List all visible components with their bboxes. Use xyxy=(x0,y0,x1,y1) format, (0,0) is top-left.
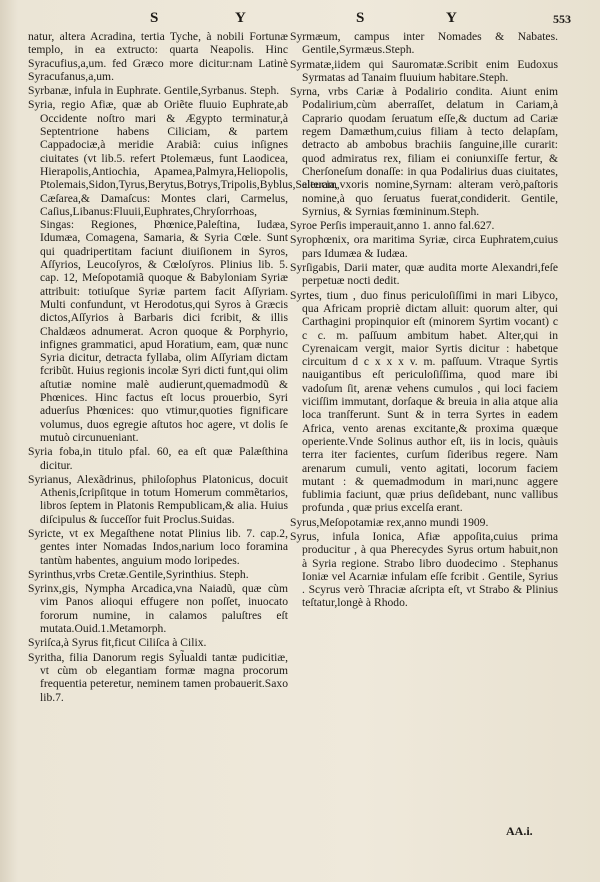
entry-text: Syrna, vrbs Cariæ à Podalirio condita. Aiunt enim Podalirium,cùm aberraſſet, delatum in Cariam,à Caprario quodam ſeruatum eſſe,& ductum ad Cariæ regem Damæthum,cuius filiam à tecto delapſam, detracto ab ambobus brachiis ſanguine,ille curarit: quod admiratus rex, filiam ei coniunxiſſe fertur, & Cherſoneſum donaſſe: in qua Podalirius duas ciuitates, alteram,vxoris nomine,Syrnam: alteram verò,paſtoris nomine,à quo ſeruatus fuerat,condiderit. Gentile, Syrnius, & Syrnias fœmininum.Steph. xyxy=(290,85,558,218)
left-column xyxy=(28,30,338,705)
entry-text: Syroe Perſis imperauit,anno 1. anno fal.627. xyxy=(290,219,495,233)
entry-text: Syrinx,gis, Nympha Arcadica,vna Naiadũ, quæ cùm vim Panos alioqui effugere non poſſet, inuocato fororum numine, in calamos paluſtres eſt mutata.Ouid.1.Metamorph. xyxy=(28,582,288,636)
entry-text: Syrmæum, campus inter Nomades & Nabates. Gentile,Syrmæus.Steph. xyxy=(290,30,558,57)
entry-text: natur, altera Acradina, tertia Tyche, à nobili Fortunæ templo, in ea extructo: quarta Neapolis. Hinc Syracufius,a,um. fed Græco more dicitur:nam Latinè Syracufanus,a,um. xyxy=(28,30,288,83)
right-column xyxy=(290,30,558,611)
entry-text: Syrſigabis, Darii mater, quæ audita morte Alexandri,feſe perpetuæ nocti dedit. xyxy=(290,261,558,288)
entry-text: Syritha, filia Danorum regis Syl̃ualdi tantæ pudicitiæ, vt cùm ob elegantiam formæ magna procorum frequentia peteretur, neminem tamen probauerit.Saxo lib.7. xyxy=(28,650,288,704)
entry-text: Syrianus, Alexãdrinus, philoſophus Platonicus, docuit Athenis,ſcripſitque in totum Homerum commẽtarios, libros ſeptem in Platonis Rempublicam,& alia. Huius diſcipulus & ſucceſſor fuit Proclus.Suidas. xyxy=(28,472,288,526)
entry-text: Syricte, vt ex Megaſthene notat Plinius lib. 7. cap.2, gentes inter Nomadas Indos,narium loco foramina tantùm habentes, anguium modo loripedes. xyxy=(28,526,288,567)
entry-text: Syrmatæ,iidem qui Sauromatæ.Scribit enim Eudoxus Syrmatas ad Tanaim fluuium habitare.Steph. xyxy=(290,57,558,84)
header-right-letter-1: S xyxy=(356,10,367,26)
header-right-letter-2: Y xyxy=(446,10,459,26)
signature-mark: AA.i. xyxy=(506,824,533,838)
entry-text: Syrinthus,vrbs Cretæ.Gentile,Syrinthius. Steph. xyxy=(28,567,249,581)
entry-text: Syrtes, tium , duo finus periculoſiſſimi in mari Libyco, qua Africam propriè dictam alluit: quorum alter, qui Carthagini propinquior eſt (minorem Syrtim vocant) c c c. m. paſſuum ambitum habet. Alter,qui in Cyrenaicam vergit, maior Syrtis dicitur : habetque circuitum d c x x x v. m. paſſuum. Vtraque Syrtis nauigantibus eſt periculoſiſſima, quod mare ibi vadoſum ſit, arenæ vehens cumulos , qui loci faciem viciſſim immutant, dorſaque & breuia in alia atque alia loca tranſferunt. Sunt & in terra Syrtes in eadem Africa, vento arenas excitante,& proxima quæque operiente.Vnde Solinus author eſt, iis in locis, quàuis terra iter facientes, curſum ſideribus regere. Nam arenarum cumuli, vento agitati, locorum faciem mutant : & quemadmodum in mari,nunc aggere fublimia faciunt, quæ prius deſidebant, nunc vallibus profunda , quæ prius excelſa erant. xyxy=(290,288,558,515)
entry-text: Syriſca,à Syrus fit,ficut Ciliſca à Cilix. xyxy=(28,636,207,650)
header-left-letter-1: S xyxy=(150,10,161,26)
header-left-letter-2: Y xyxy=(235,10,248,26)
entry-text: Syria, regio Afiæ, quæ ab Oriẽte fluuio Euphrate,ab Occidente noſtro mari & Ægypto terminatur,à Septentrione habens Ciliciam, & partem Cappadociæ,à meridie Arabiã: cuius inſignes ciuitates (vt lib.5. refert Ptolemæus, funt Laodicea, Hierapolis,Antiochia, Apamea,Palmyra,Heliopolis, Ptolemais,Sidon,Tyrus,Berytus,Botrys,Tripolis,Byblus,Seleucia, Cæſarea,& Damaſcus: Montes clari, Carmelus, Caſius,Libanus:Fluuii,Euphrates,Chryſorrhoas, Singas: Regiones, Phœnice,Paleſtina, Iudæa, Idumæa, Comagena, Samaria, & Syria Cœle. Sunt qui quadripertitam faciunt diuiſionem in Syros, Aſſyrios, Leucoſyros, & Cœloſyros. Plinius lib. 5. cap. 12, Meſopotamiã quoque & Babyloniam Syriæ attribuit: totiuſque Syriæ partem facit Aſſyriam. Multi confundunt, vt Herodotus,qui Syros à Græcis dictos,Aſſyrios à Barbaris dici fcribit, & illis Chaldæos adnumerat. Acron quoque & Porphyrio, infignes grammatici, apud Horatium, eam, quæ nunc Syria dicitur, detracta fyllaba, olim Aſſyriam dictam fcribũt. Huius regionis incolæ Syri dicti funt,qui olim aſtutiæ nomine malè audierunt,quemadmodũ & Phœnices. Hinc factus eſt locus prouerbio, Syri aduerſus Phœnices: quo vtimur,quoties fignificare volumus, duos egregie aſtutos hoc agere, vt dolis ſe mutuò circunueniant. xyxy=(28,98,338,444)
running-header xyxy=(0,10,600,32)
entry-text: Syrbanæ, infula in Euphrate. Gentile,Syrbanus. Steph. xyxy=(28,84,280,98)
page-number: 553 xyxy=(553,12,571,26)
entry-text: Syrus,Meſopotamiæ rex,anno mundi 1909. xyxy=(290,515,489,529)
entry-text: Syrus, infula Ionica, Afiæ appoſita,cuius prima producitur , à qua Pherecydes Syrus ortum habuit,non à Syria regione. Strabo libro duodecimo . Stephanus Ioniæ vel Acarniæ infulam eſſe fcribit . Gentile, Syrius . Scyrus verò Thraciæ aſcripta eſt, vt Strabo & Plinius teſtatur,longè à Rhodo. xyxy=(290,529,558,610)
entry-text: Syria foba,in titulo pfal. 60, ea eſt quæ Palæſthina dicitur. xyxy=(28,445,288,472)
entry-text: Syrophœnix, ora maritima Syriæ, circa Euphratem,cuius pars Idumæa & Iudæa. xyxy=(290,233,558,260)
